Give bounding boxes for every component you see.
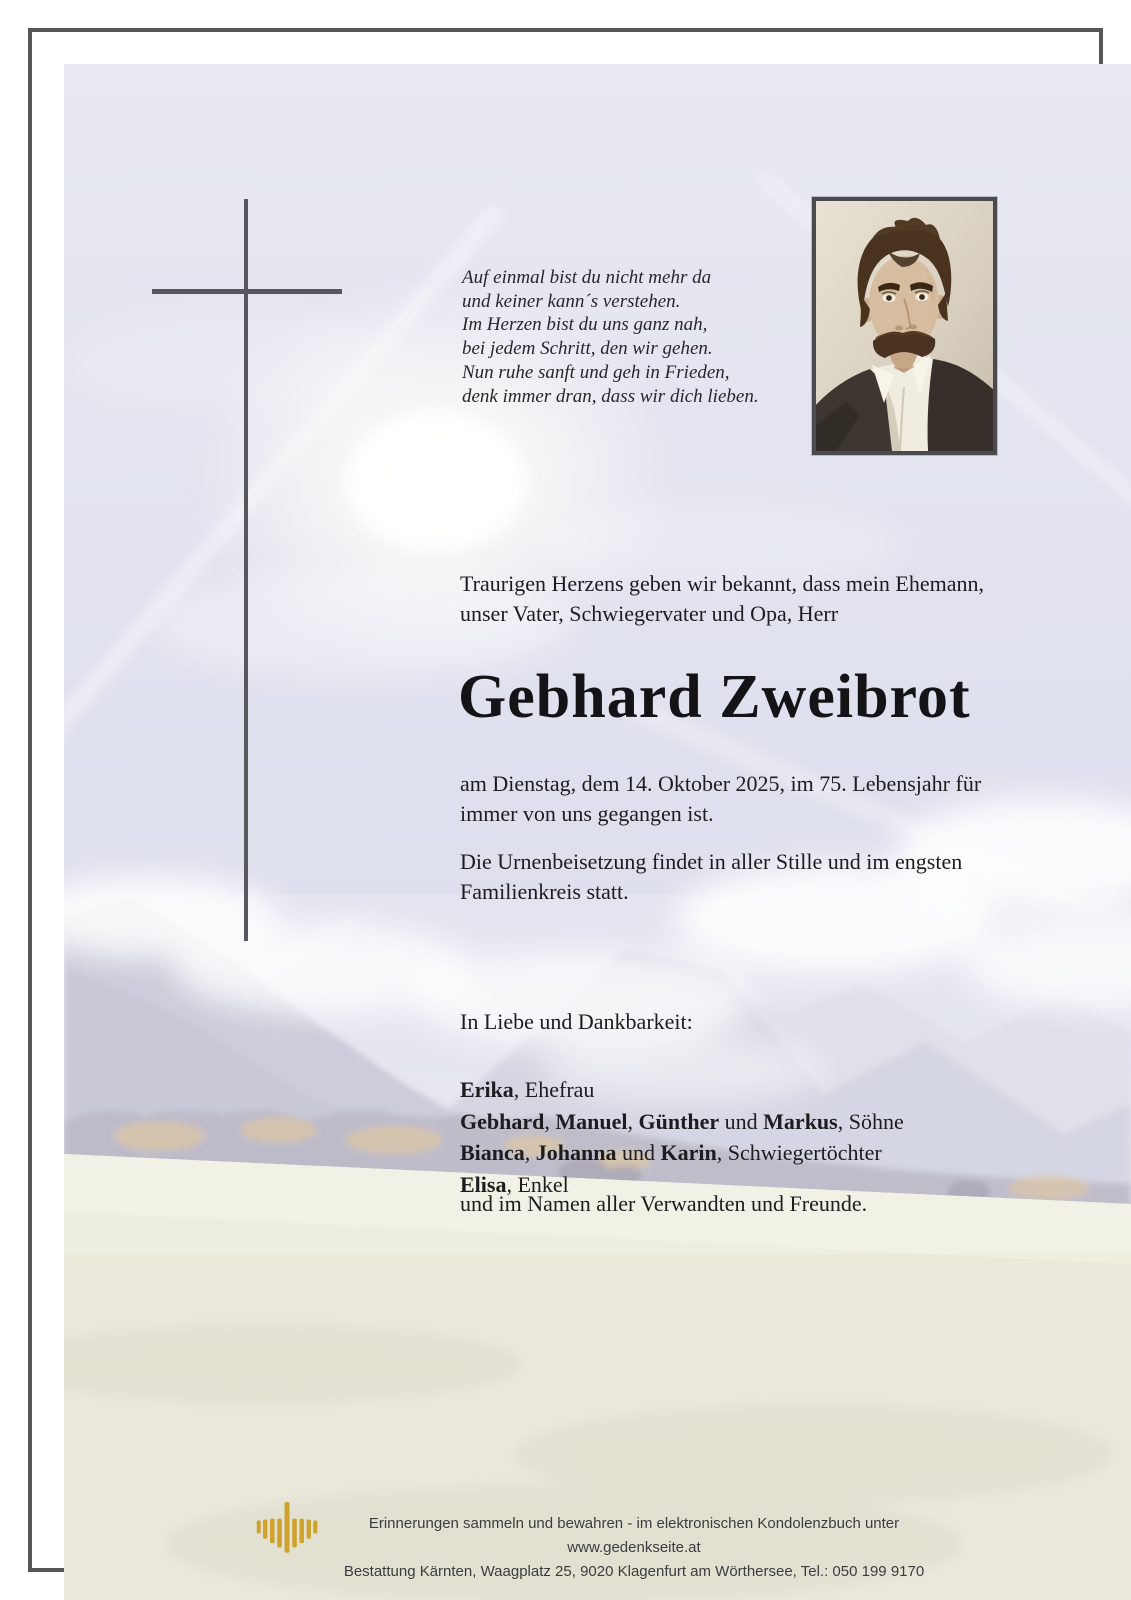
poem-line: bei jedem Schritt, den wir gehen. xyxy=(462,338,713,360)
poem-line: Nun ruhe sanft und geh in Frieden, xyxy=(462,361,730,383)
poem-line: Im Herzen bist du uns ganz nah, xyxy=(462,314,708,336)
portrait-photo xyxy=(812,197,997,455)
cross-horizontal-bar xyxy=(152,289,342,294)
gratitude-heading: In Liebe und Dankbarkeit: xyxy=(460,1009,693,1034)
mourner-line: Gebhard, Manuel, Günther und Markus, Söhne xyxy=(460,1108,904,1134)
mourner-line: Bianca, Johanna und Karin, Schwiegertöchter xyxy=(460,1140,882,1165)
poem-line: Auf einmal bist du nicht mehr da xyxy=(462,267,712,288)
burial-info-line: Familienkreis statt. xyxy=(460,879,629,904)
death-date-paragraph xyxy=(460,769,981,829)
poem-line: denk immer dran, dass wir dich lieben. xyxy=(462,385,759,407)
burial-info-paragraph xyxy=(460,847,962,907)
footer-line-1: Erinnerungen sammeln und bewahren - im elektronischen Kondolenzbuch unter www.gedenkseite.at xyxy=(368,1515,900,1556)
announcement-line: Traurigen Herzens geben wir bekannt, dass mein Ehemann, xyxy=(460,571,984,596)
footer-line-2: Bestattung Kärnten, Waagplatz 25, 9020 Klagenfurt am Wörthersee, Tel.: 050 199 9170 xyxy=(343,1563,925,1580)
announcement-intro xyxy=(460,569,984,629)
mourner-line: Elisa, Enkel xyxy=(460,1171,569,1197)
burial-info-line: Die Urnenbeisetzung findet in aller Stille und im engsten xyxy=(460,849,963,874)
deceased-name: Gebhard Zweibrot xyxy=(458,663,971,731)
closing-line: und im Namen aller Verwandten und Freunde. xyxy=(460,1191,868,1216)
poem-line: und keiner kann´s verstehen. xyxy=(462,290,681,312)
death-date-line: am Dienstag, dem 14. Oktober 2025, im 75. Lebensjahr für xyxy=(460,771,982,796)
cross-vertical-bar xyxy=(244,199,248,941)
card-content xyxy=(64,64,1131,1600)
death-date-line: immer von uns gegangen ist. xyxy=(460,801,714,826)
portrait-illustration xyxy=(816,201,993,451)
announcement-line: unser Vater, Schwiegervater und Opa, Herr xyxy=(460,601,839,626)
card-border-frame xyxy=(28,28,1103,1580)
mourners-list xyxy=(460,1074,904,1200)
memorial-poem xyxy=(462,266,759,408)
mourner-line: Erika, Ehefrau xyxy=(460,1077,595,1102)
funeral-home-footer xyxy=(302,1512,966,1584)
